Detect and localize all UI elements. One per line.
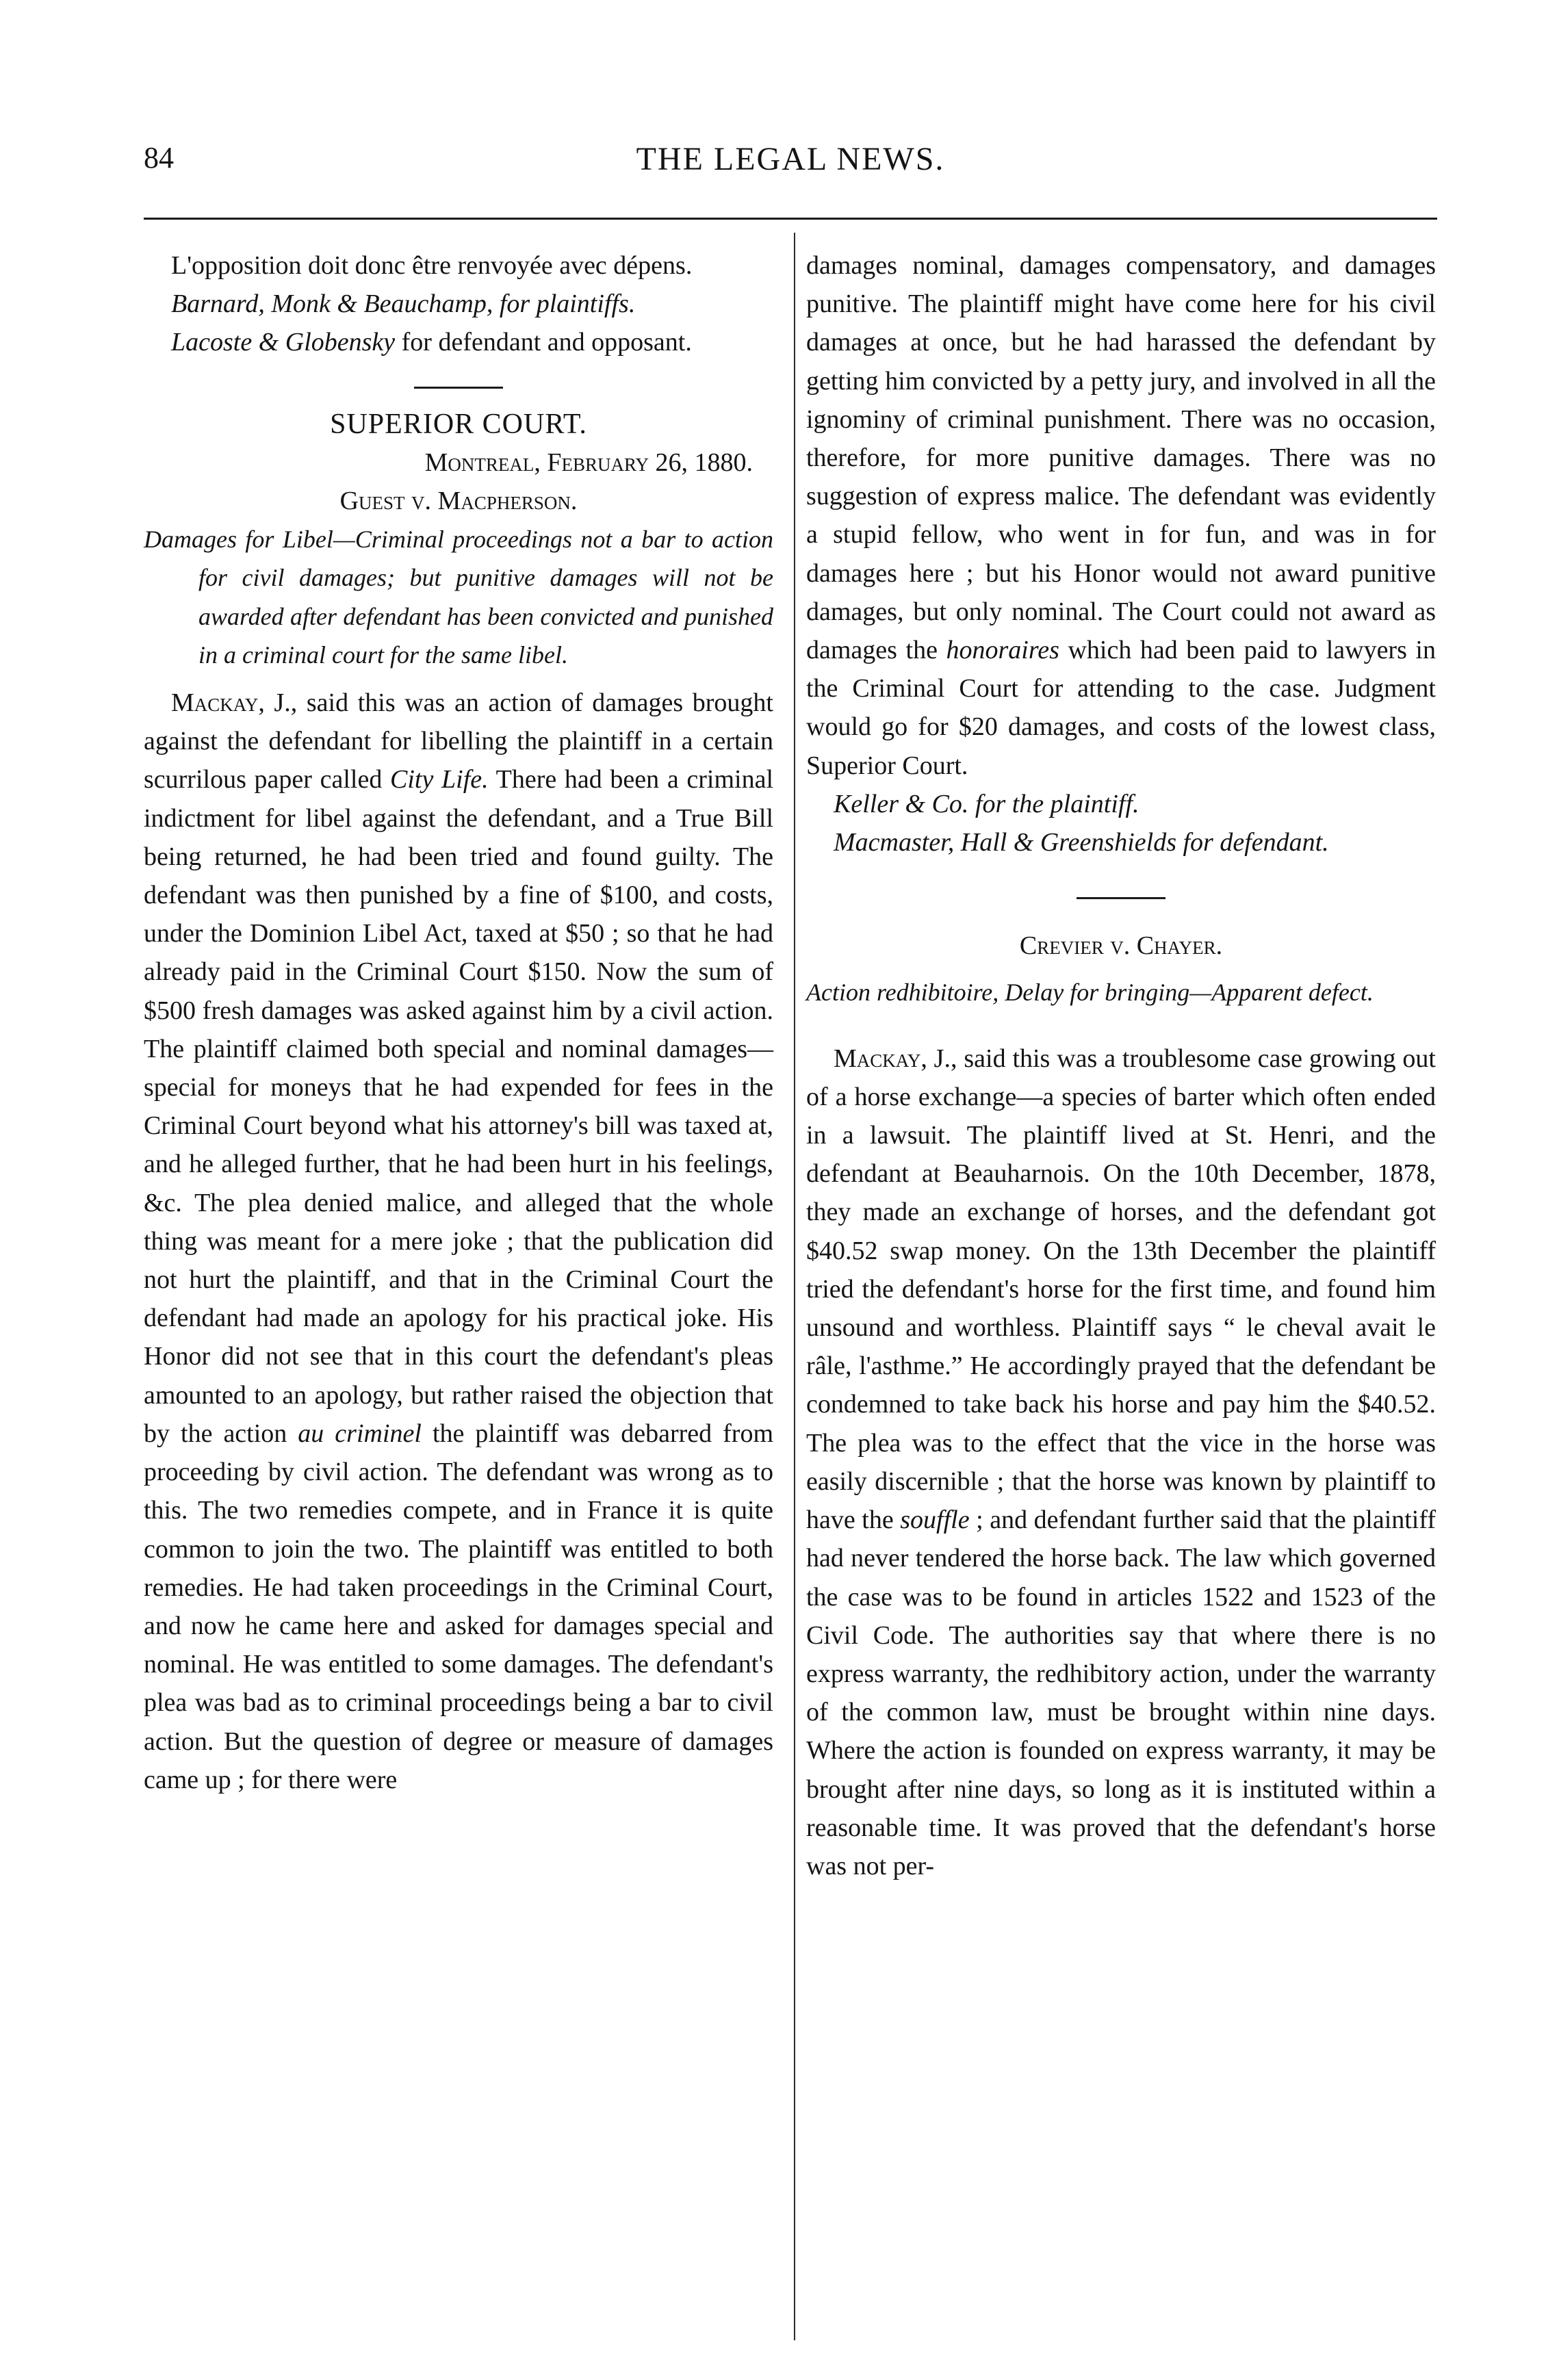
page-header <box>144 140 1437 195</box>
spacer <box>806 1012 1436 1039</box>
case-title-2: Crevier v. Chayer. <box>1019 931 1223 961</box>
right-column <box>806 246 1436 1885</box>
counsel-plaintiffs: Barnard, Monk & Beauchamp, for plaintiffs. <box>171 289 636 319</box>
headnote-2: Action redhibitoire, Delay for bringing—Apparent defect. <box>806 979 1374 1007</box>
au-criminel: au criminel <box>298 1419 422 1448</box>
counsel-defendant-rest: for defendant and opposant. <box>395 328 692 357</box>
opinion-paragraph <box>144 684 773 1799</box>
counsel-defendant <box>144 323 773 361</box>
headnote: Damages for Libel—Criminal proceedings not a bar to action for civil damages; but punitive damages will not be awarded after defendant has been convicted and punished in a criminal court for the same libel. <box>144 526 773 669</box>
opinion-text-2: There had been a criminal indictment for libel against the defendant, and a True Bill being returned, he had been tried and found guilty. The defendant was then punished by a fine of $100, and costs, under the Dominion Libel Act, taxed at $50 ; so that he had already paid in the Criminal Court $150. Now the sum of $500 fresh damages was asked against him by a civil action. The plaintiff claimed both special and nominal damages—special for moneys that he had expended for fees in the Criminal Court beyond what his attorney's bill was taxed at, and he alleged further, that he had been hurt in his feelings, &c. The plea denied malice, and alleged that the whole thing was meant for a mere joke ; that the publication did not hurt the plaintiff, and that in the Criminal Court the defendant had made an apology for his practical joke. His Honor did not see that in this court the defendant's pleas amounted to an apology, but rather raised the objection that by the action <box>144 765 773 1448</box>
counsel-plaintiff: Keller & Co. for the plaintiff. <box>834 789 1139 818</box>
left-column <box>144 246 773 1799</box>
judge-name-2: Mackay, J. <box>834 1044 951 1073</box>
dateline: Montreal, February 26, 1880. <box>424 448 753 477</box>
header-rule <box>144 218 1437 220</box>
opinion-text-3: the plaintiff was debarred from proceeding by civil action. The defendant was wrong as to this. The two remedies compete, and in France it is quite common to join the two. The plaintiff was entitled to both remedies. He had taken proceedings in the Criminal Court, and now he came here and asked for damages special and nominal. He was entitled to some damages. The defendant's plea was bad as to criminal proceedings being a bar to civil action. But the question of degree or measure of damages came up ; for there were <box>144 1419 774 1794</box>
continued-text-1: damages nominal, damages compensatory, and damages punitive. The plaintiff might have come here for his civil damages at once, but he had harassed the defendant by getting him convicted by a petty jury, and involved in all the ignominy of criminal punishment. There was no occasion, therefore, for more punitive damages. There was no suggestion of express malice. The defendant was evidently a stupid fellow, who went in for fun, and was in for damages here ; but his Honor would not award punitive damages, but only nominal. The Court could not award as damages the <box>806 251 1436 665</box>
counsel-defendant-names: Lacoste & Globensky <box>171 328 396 357</box>
judge-name: Mackay, J. <box>171 688 291 718</box>
page-number: 84 <box>144 141 174 174</box>
paper-name: City Life. <box>390 765 489 794</box>
continued-opinion <box>806 246 1436 785</box>
journal-title: THE LEGAL NEWS. <box>636 141 945 177</box>
opinion-paragraph-2 <box>806 1039 1436 1885</box>
opinion-text-1: , said this was an action of damages brought against the defendant for libelling the plaintiff in a certain scurrilous paper called <box>144 688 773 794</box>
honoraires: honoraires <box>946 636 1059 665</box>
opinion-text-b: ; and defendant further said that the plaintiff had never tendered the horse back. The law which governed the case was to be found in articles 1522 and 1523 of the Civil Code. The authorities say that where there is no express warranty, the redhibitory action, under the warranty of the common law, must be brought within nine days. Where the action is founded on express warranty, it may be brought after nine days, so long as it is instituted within a reasonable time. It was proved that the defendant's horse was not per- <box>806 1505 1436 1880</box>
opinion-text-a: , said this was a troublesome case growing out of a horse exchange—a species of barter which often ended in a lawsuit. The plaintiff lived at St. Henri, and the defendant at Beauharnois. On the 10th December, 1878, they made an exchange of horses, and the defendant got $40.52 swap money. On the 13th December the plaintiff tried the defendant's horse for the first time, and found him unsound and worthless. Plaintiff says “ le cheval avait le râle, l'asthme.” He accordingly prayed that the defendant be condemned to take back his horse and pay him the $40.52. The plea was to the effect that the vice in the horse was easily discernible ; that the horse was known by plaintiff to have the <box>806 1044 1436 1535</box>
section-rule-2 <box>1077 897 1165 899</box>
counsel-defendant-2: Macmaster, Hall & Greenshields for defendant. <box>834 828 1329 857</box>
case-title: Guest v. Macpherson. <box>339 487 578 516</box>
section-rule <box>414 387 503 389</box>
column-divider <box>794 233 795 2340</box>
opening-paragraph: L'opposition doit donc être renvoyée avec dépens. <box>171 251 693 280</box>
souffle: souffle <box>900 1505 970 1535</box>
court-name: SUPERIOR COURT. <box>330 408 587 440</box>
continued-text-2: which had been paid to lawyers in the Criminal Court for attending to the case. Judgment would go for $20 damages, and costs of the lowest class, Superior Court. <box>806 636 1436 780</box>
